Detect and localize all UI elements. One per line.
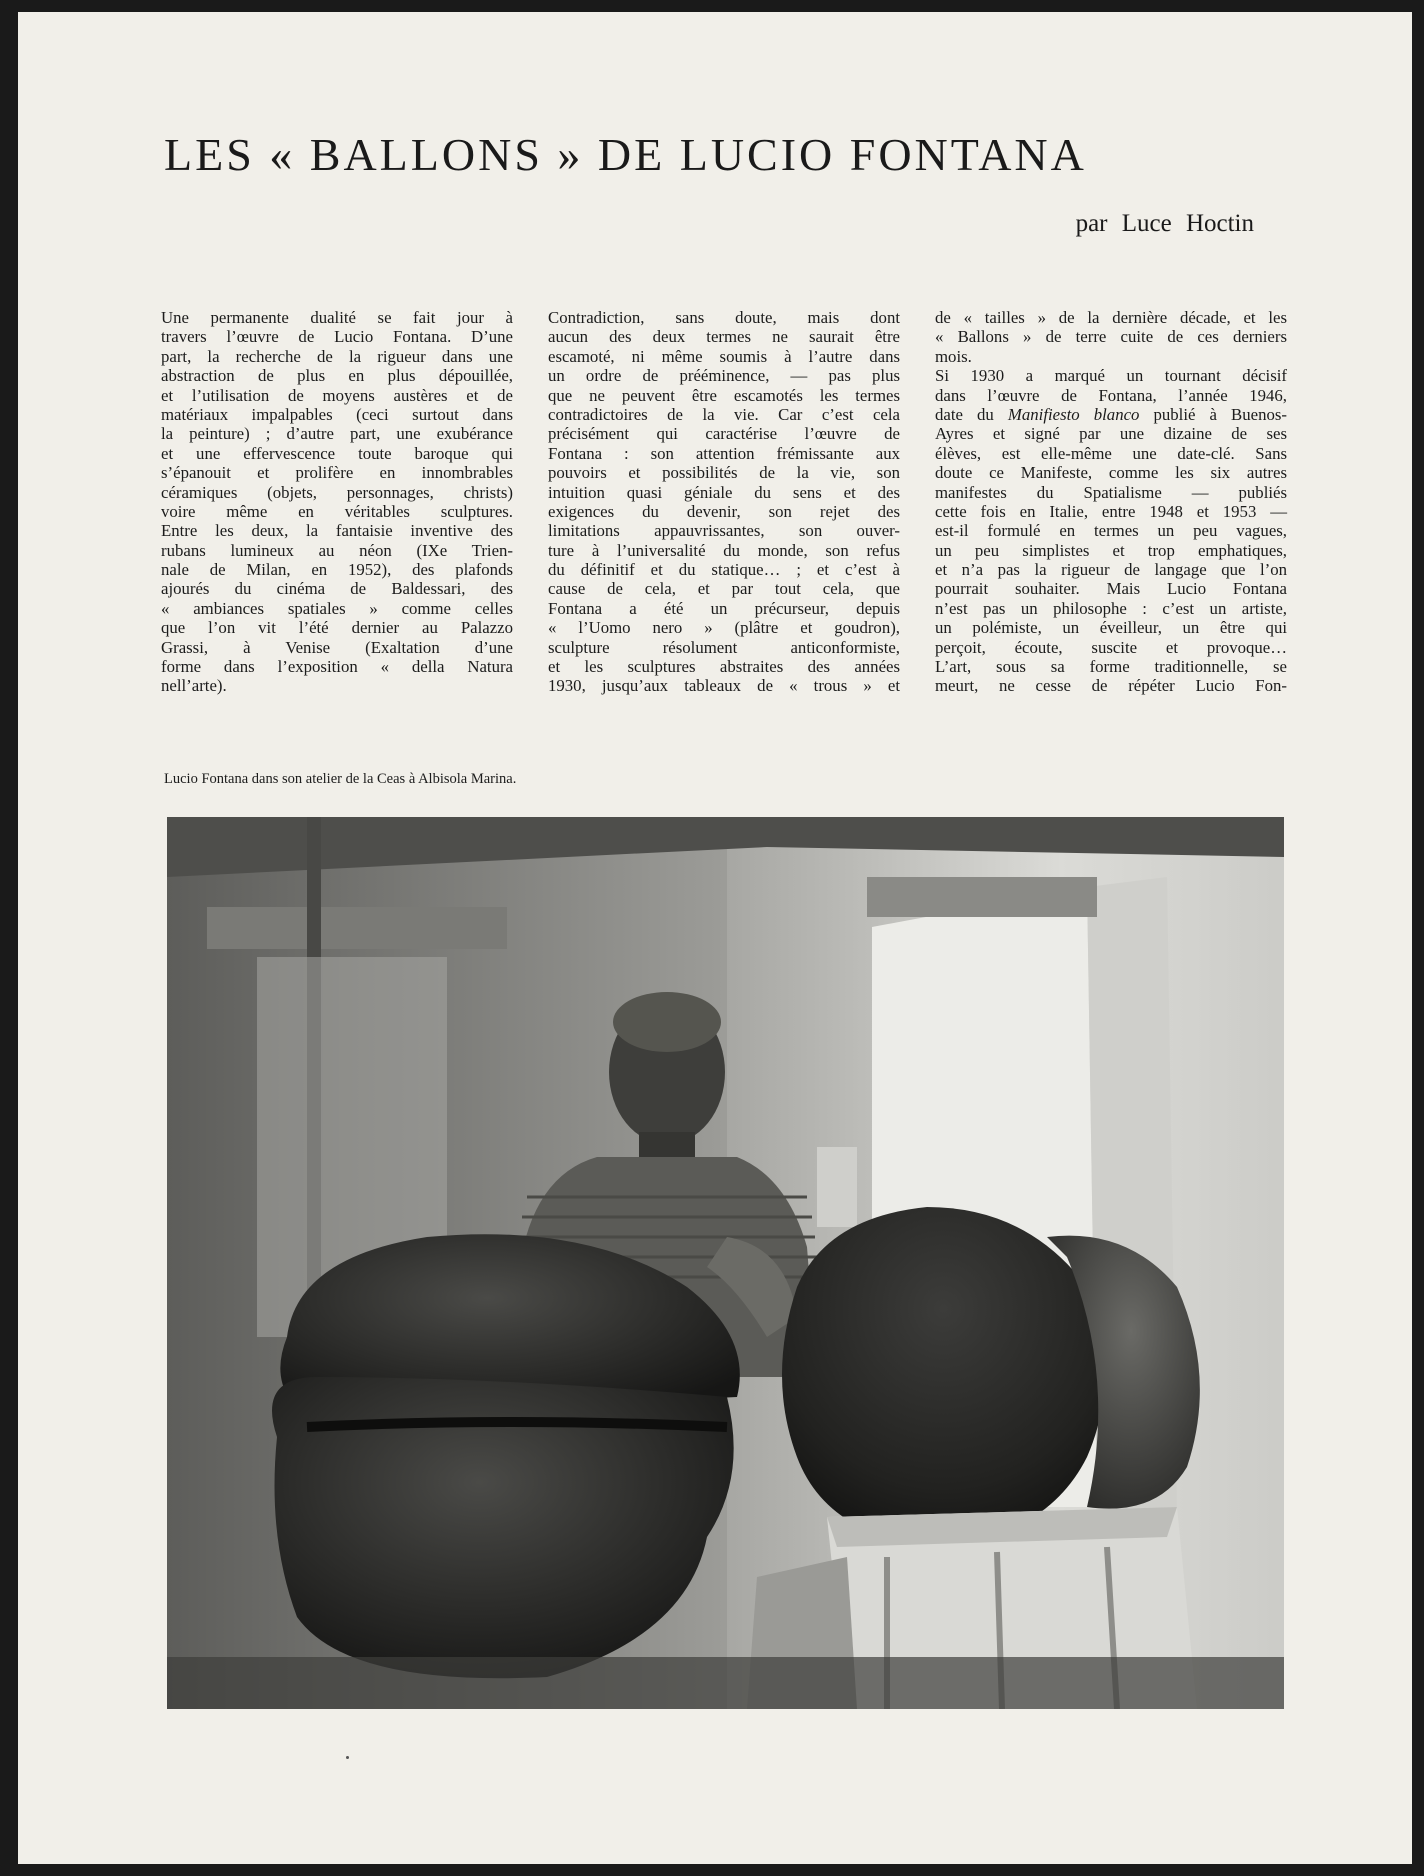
text-line: manifestes du Spatialisme — publiés xyxy=(935,482,1287,502)
text-line: meurt, ne cesse de répéter Lucio Fon- xyxy=(935,676,1287,696)
text-column-2 xyxy=(548,308,900,696)
article-byline: par Luce Hoctin xyxy=(1075,210,1254,237)
photo-illustration xyxy=(167,817,1284,1709)
text-line: sculpture résolument anticonformiste, xyxy=(548,637,900,657)
text-line: pourrait souhaiter. Mais Lucio Fontana xyxy=(935,579,1287,599)
text-line: exigences du devenir, son rejet des xyxy=(548,501,900,521)
text-line: intuition quasi géniale du sens et des xyxy=(548,482,900,502)
line-text-before: date du xyxy=(935,404,1008,424)
text-line: que ne peuvent être escamotés les termes xyxy=(548,385,900,405)
text-line: et une effervescence toute baroque qui xyxy=(161,443,513,463)
column-3-line-manifesto xyxy=(935,405,1287,424)
text-line: abstraction de plus en plus dépouillée, xyxy=(161,366,513,386)
text-line: Ayres et signé par une dizaine de ses xyxy=(935,424,1287,444)
column-2-paragraph xyxy=(548,308,900,696)
text-line: doute ce Manifeste, comme les six autres xyxy=(935,463,1287,483)
text-line: ajourés du cinéma de Baldessari, des xyxy=(161,579,513,599)
text-line: contradictoires de la vie. Car c’est cela xyxy=(548,404,900,424)
text-line: la peinture) ; d’autre part, une exubérance xyxy=(161,424,513,444)
text-line: est-il formulé en termes un peu vagues, xyxy=(935,521,1287,541)
manifesto-title: Manifiesto blanco xyxy=(1007,404,1140,424)
text-line: et l’utilisation de moyens austères et de xyxy=(161,385,513,405)
text-line: matériaux impalpables (ceci surtout dans xyxy=(161,404,513,424)
text-line: céramiques (objets, personnages, christs) xyxy=(161,482,513,502)
text-column-1 xyxy=(161,308,513,696)
text-line: un peu simplistes et trop emphatiques, xyxy=(935,540,1287,560)
text-line: Une permanente dualité se fait jour à xyxy=(161,308,513,327)
text-line: Si 1930 a marqué un tournant décisif xyxy=(935,366,1287,386)
text-line: dans l’œuvre de Fontana, l’année 1946, xyxy=(935,385,1287,405)
text-line: Entre les deux, la fantaisie inventive des xyxy=(161,521,513,541)
text-line: Grassi, à Venise (Exaltation d’une xyxy=(161,637,513,657)
text-line: aucun des deux termes ne saurait être xyxy=(548,327,900,347)
text-line: nale de Milan, en 1952), des plafonds xyxy=(161,560,513,580)
text-line: n’est pas un philosophe : c’est un artiste, xyxy=(935,598,1287,618)
text-line: « Ballons » de terre cuite de ces derniers xyxy=(935,327,1287,347)
text-line: cause de cela, et par tout cela, que xyxy=(548,579,900,599)
text-line: pouvoirs et possibilités de la vie, son xyxy=(548,463,900,483)
text-line: limitations appauvrissantes, son ouver- xyxy=(548,521,900,541)
text-line: travers l’œuvre de Lucio Fontana. D’une xyxy=(161,327,513,347)
text-line: perçoit, écoute, suscite et provoque… xyxy=(935,637,1287,657)
photo-caption: Lucio Fontana dans son atelier de la Ceas à Albisola Marina. xyxy=(164,771,517,787)
page-speck xyxy=(346,1756,349,1759)
text-line: forme dans l’exposition « della Natura xyxy=(161,657,513,677)
text-line: s’épanouit et prolifère en innombrables xyxy=(161,463,513,483)
text-column-3 xyxy=(935,308,1287,696)
text-line: un ordre de prééminence, — pas plus xyxy=(548,366,900,386)
text-line: mois. xyxy=(935,346,972,366)
text-line: un polémiste, un éveilleur, un être qui xyxy=(935,618,1287,638)
column-1-paragraph xyxy=(161,308,513,696)
text-line: voire même en véritables sculptures. xyxy=(161,501,513,521)
text-line: et n’a pas la rigueur de langage que l’on xyxy=(935,560,1287,580)
text-line: « l’Uomo nero » (plâtre et goudron), xyxy=(548,618,900,638)
text-line: escamoté, ni même soumis à l’autre dans xyxy=(548,346,900,366)
text-line: Contradiction, sans doute, mais dont xyxy=(548,308,900,327)
text-line: que l’on vit l’été dernier au Palazzo xyxy=(161,618,513,638)
text-line: 1930, jusqu’aux tableaux de « trous » et xyxy=(548,676,900,696)
column-3-prefix-lines xyxy=(935,308,1287,405)
text-line: élèves, est elle-même une date-clé. Sans xyxy=(935,443,1287,463)
text-line: rubans lumineux au néon (IXe Trien- xyxy=(161,540,513,560)
text-line: et les sculptures abstraites des années xyxy=(548,657,900,677)
magazine-page xyxy=(18,12,1412,1864)
column-3-paragraph xyxy=(935,308,1287,696)
text-line: ture à l’universalité du monde, son refus xyxy=(548,540,900,560)
text-line: cette fois en Italie, entre 1948 et 1953 — xyxy=(935,501,1287,521)
line-text-after: publié à Buenos- xyxy=(1139,404,1287,424)
text-line: « ambiances spatiales » comme celles xyxy=(161,598,513,618)
text-line: Fontana : son attention frémissante aux xyxy=(548,443,900,463)
text-line: part, la recherche de la rigueur dans une xyxy=(161,346,513,366)
text-line: nell’arte). xyxy=(161,676,227,696)
text-line: Fontana a été un précurseur, depuis xyxy=(548,598,900,618)
text-line: de « tailles » de la dernière décade, et les xyxy=(935,308,1287,327)
text-line: du définitif et du statique… ; et c’est à xyxy=(548,560,900,580)
atelier-photograph xyxy=(167,817,1284,1709)
text-line: L’art, sous sa forme traditionnelle, se xyxy=(935,657,1287,677)
column-3-rest-lines xyxy=(935,424,1287,695)
article-title: LES « BALLONS » DE LUCIO FONTANA xyxy=(164,129,1087,180)
text-line: précisément qui caractérise l’œuvre de xyxy=(548,424,900,444)
